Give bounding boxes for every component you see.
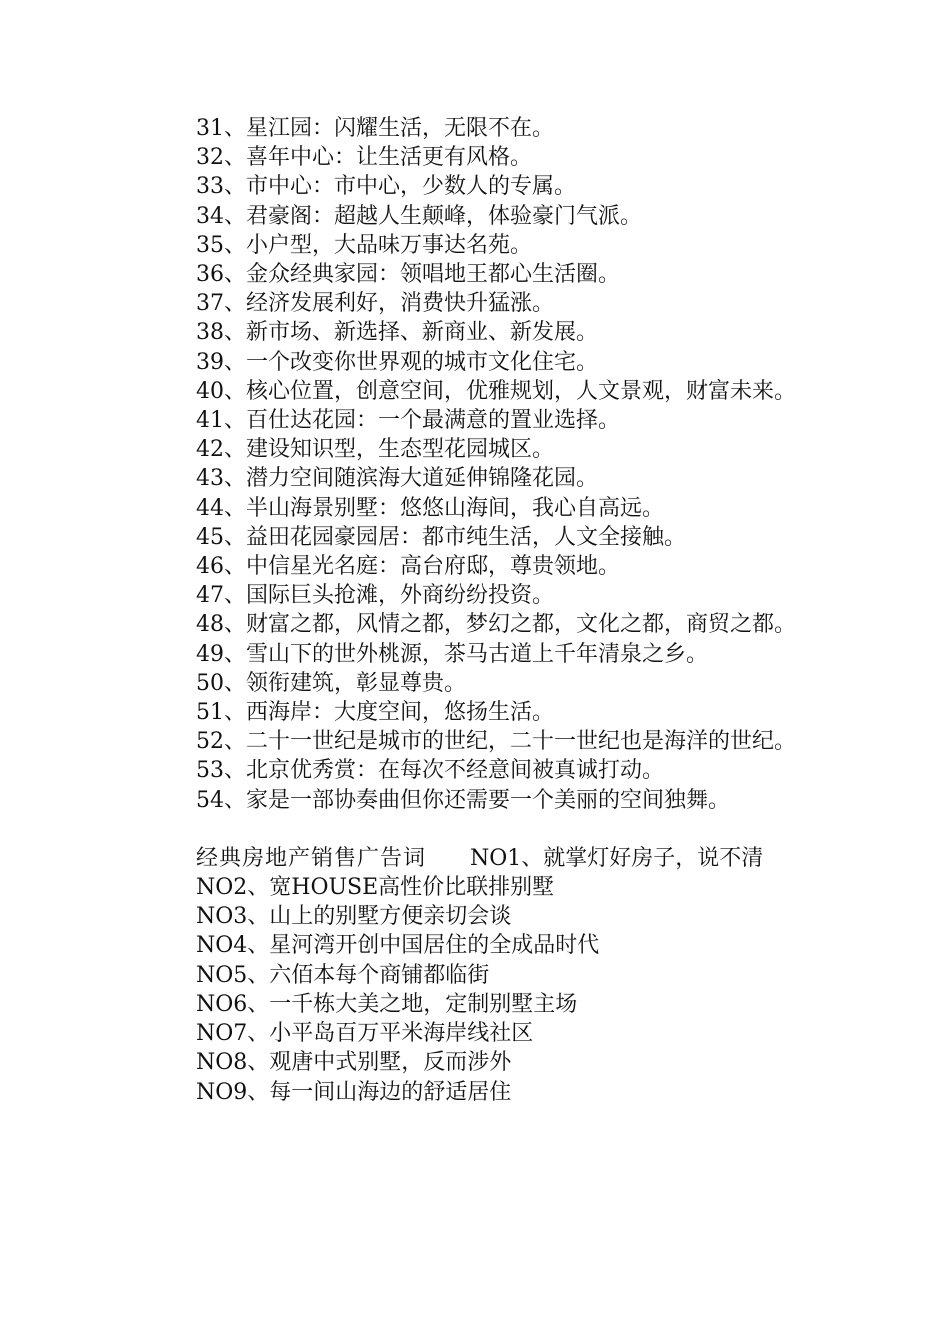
section-first-item: NO1、就掌灯好房子，说不清 xyxy=(470,845,764,871)
slogan-list xyxy=(146,114,806,815)
list-item: 50、领衔建筑，彰显尊贵。 xyxy=(196,670,466,696)
list-item: 36、金众经典家园：领唱地王都心生活圈。 xyxy=(196,262,620,288)
list-item: 44、半山海景别墅：悠悠山海间，我心自高远。 xyxy=(196,495,664,521)
section-item: NO7、小平岛百万平米海岸线社区 xyxy=(196,1021,534,1047)
list-item: 37、经济发展利好，消费快升猛涨。 xyxy=(196,291,554,317)
list-item: 31、星江园：闪耀生活，无限不在。 xyxy=(196,116,554,141)
list-item: 54、家是一部协奏曲但你还需要一个美丽的空间独舞。 xyxy=(196,787,730,813)
document-body xyxy=(146,114,806,1107)
list-item: 32、喜年中心：让生活更有风格。 xyxy=(196,145,532,171)
list-item: 43、潜力空间随滨海大道延伸锦隆花园。 xyxy=(196,466,598,492)
section-item: NO2、宽HOUSE高性价比联排别墅 xyxy=(196,875,555,901)
section-heading-line xyxy=(146,844,806,873)
list-item: 41、百仕达花园：一个最满意的置业选择。 xyxy=(196,408,620,434)
section-item: NO9、每一间山海边的舒适居住 xyxy=(196,1079,512,1105)
list-item: 53、北京优秀赏：在每次不经意间被真诚打动。 xyxy=(196,758,664,784)
section-item: NO6、一千栋大美之地，定制别墅主场 xyxy=(196,991,578,1017)
section-item: NO4、星河湾开创中国居住的全成品时代 xyxy=(196,933,600,959)
section-title: 经典房地产销售广告词 xyxy=(196,845,427,871)
paragraph-gap xyxy=(146,815,806,844)
section-item: NO5、六佰本每个商铺都临街 xyxy=(196,962,490,988)
section-item: NO8、观唐中式别墅，反而涉外 xyxy=(196,1050,512,1076)
list-item: 34、君豪阁：超越人生颠峰，体验豪门气派。 xyxy=(196,203,642,229)
list-item: 51、西海岸：大度空间，悠扬生活。 xyxy=(196,700,554,726)
list-item: 39、一个改变你世界观的城市文化住宅。 xyxy=(196,349,598,375)
section-item-list xyxy=(146,873,806,1107)
list-item: 46、中信星光名庭：高台府邸，尊贵领地。 xyxy=(196,554,620,580)
list-item: 45、益田花园豪园居：都市纯生活，人文全接触。 xyxy=(196,524,686,550)
list-item: 40、核心位置，创意空间，优雅规划，人文景观，财富未来。 xyxy=(196,378,796,404)
list-item: 35、小户型，大品味万事达名苑。 xyxy=(196,232,532,258)
list-item: 48、财富之都，风情之都，梦幻之都，文化之都，商贸之都。 xyxy=(196,612,796,638)
list-item: 49、雪山下的世外桃源，茶马古道上千年清泉之乡。 xyxy=(196,641,708,667)
list-item: 47、国际巨头抢滩，外商纷纷投资。 xyxy=(196,583,554,609)
list-item: 52、二十一世纪是城市的世纪，二十一世纪也是海洋的世纪。 xyxy=(196,729,796,755)
list-item: 33、市中心：市中心，少数人的专属。 xyxy=(196,174,576,200)
list-item: 42、建设知识型，生态型花园城区。 xyxy=(196,437,554,463)
section-item: NO3、山上的别墅方便亲切会谈 xyxy=(196,904,512,930)
list-item: 38、新市场、新选择、新商业、新发展。 xyxy=(196,320,598,346)
